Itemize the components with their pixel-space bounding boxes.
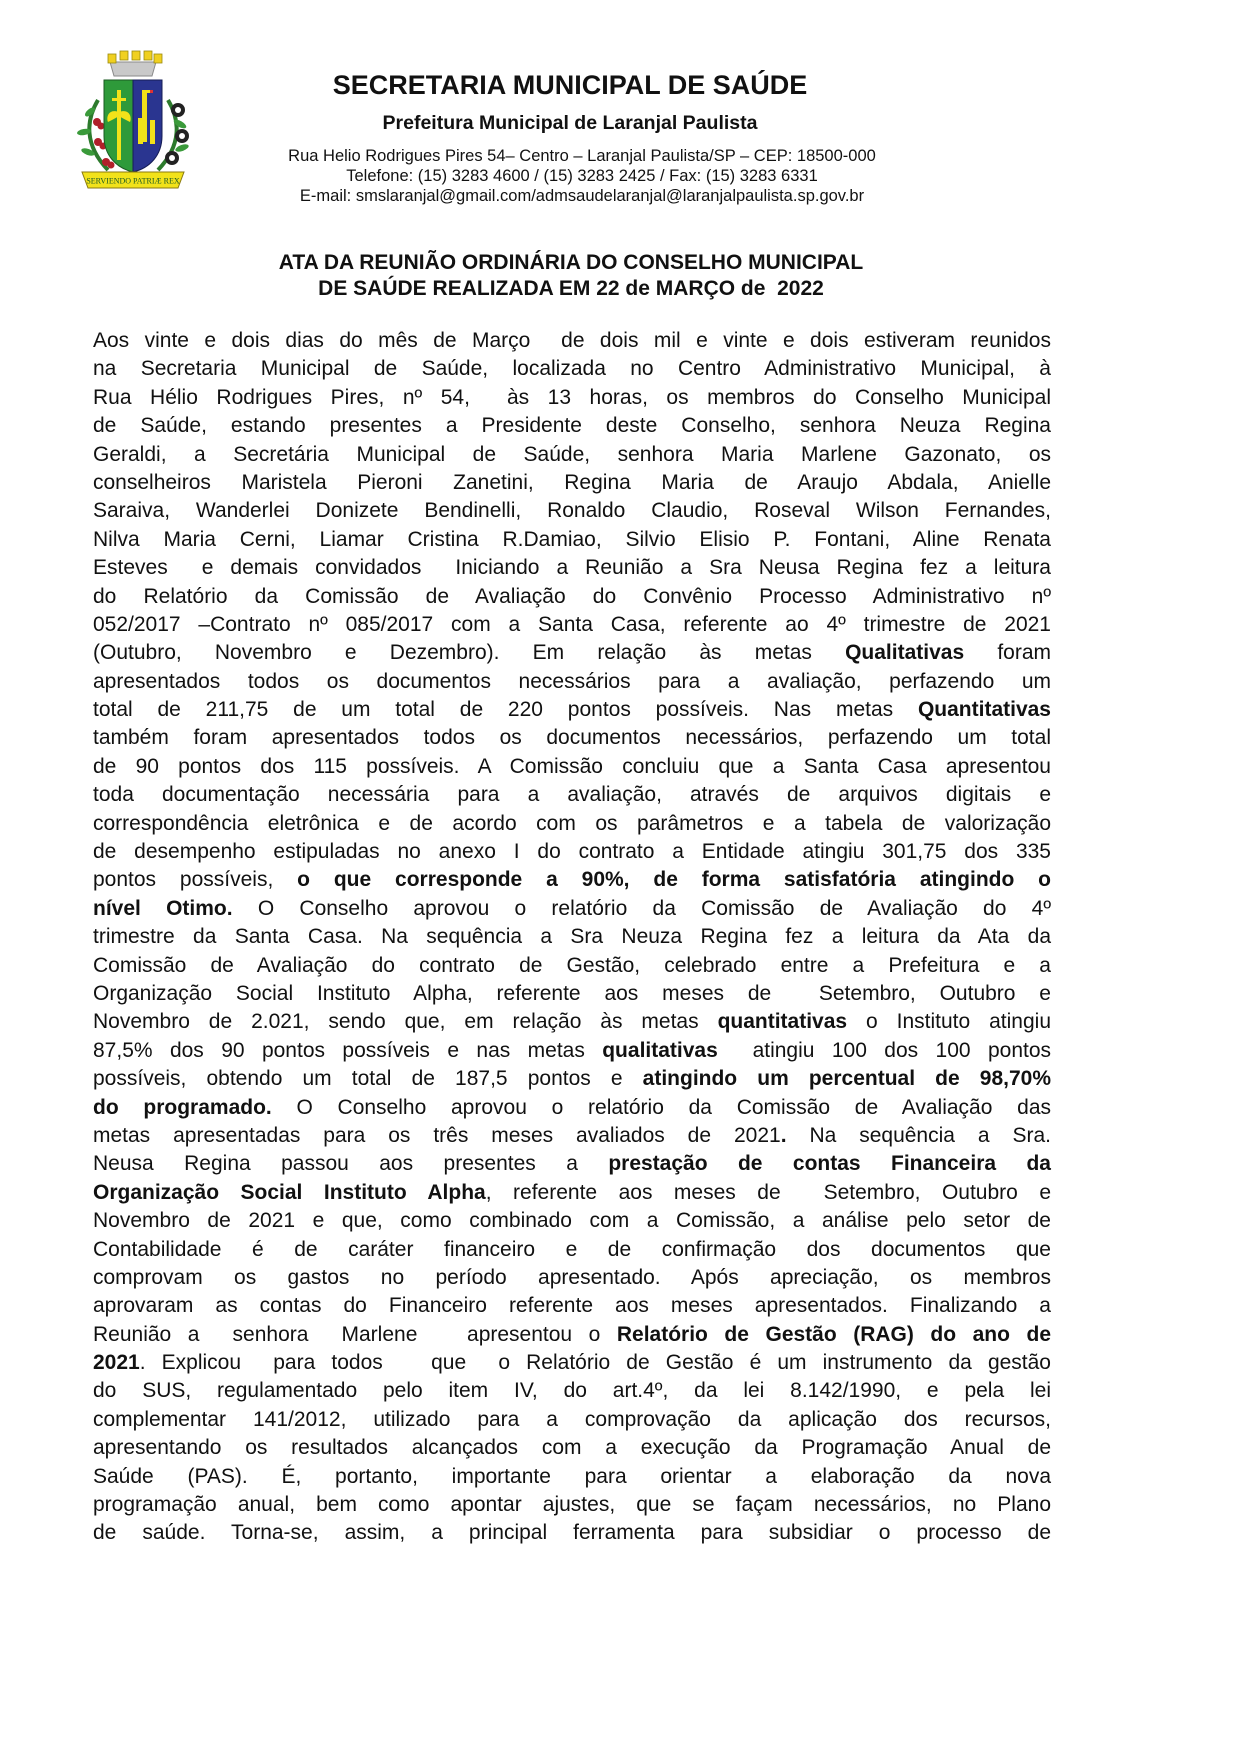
body-line <box>93 810 1051 838</box>
text-run: do Relatório da Comissão de Avaliação do Convênio Processo Administrativo nº <box>93 584 1051 608</box>
text-run: Organização Social Instituto Alpha, referente aos meses de Setembro, Outubro e <box>93 981 1051 1005</box>
text-run: Na sequência a Sra. <box>786 1123 1051 1147</box>
text-run: Novembro de 2021 e que, como combinado com a Comissão, a análise pelo setor de <box>93 1209 1051 1233</box>
body-line <box>93 724 1051 752</box>
text-run: do SUS, regulamentado pelo item IV, do art.4º, da lei 8.142/1990, e pela lei <box>93 1379 1051 1403</box>
bold-text: 2021 <box>93 1351 140 1375</box>
body-line <box>93 469 1051 497</box>
text-run: Contabilidade é de caráter financeiro e de confirmação dos documentos que <box>93 1237 1051 1261</box>
body-line <box>93 1094 1051 1122</box>
text-run: Saraiva, Wanderlei Donizete Bendinelli, Ronaldo Claudio, Roseval Wilson Fernandes, <box>93 499 1051 523</box>
body-line <box>93 497 1051 525</box>
body-line <box>93 1008 1051 1036</box>
text-run: Comissão de Avaliação do contrato de Gestão, celebrado entre a Prefeitura e a <box>93 953 1051 977</box>
text-run: aprovaram as contas do Financeiro referente aos meses apresentados. Finalizando a <box>93 1294 1051 1318</box>
text-run: o Instituto atingiu <box>847 1010 1052 1034</box>
text-run: 87,5% dos 90 pontos possíveis e nas metas <box>93 1038 603 1062</box>
body-line <box>93 866 1051 894</box>
body-line <box>93 639 1051 667</box>
text-run: de desempenho estipuladas no anexo I do contrato a Entidade atingiu 301,75 dos 335 <box>93 840 1051 864</box>
text-run: na Secretaria Municipal de Saúde, localizada no Centro Administrativo Municipal, à <box>93 357 1051 381</box>
text-run: programação anual, bem como apontar ajustes, que se façam necessários, no Plano <box>93 1493 1051 1517</box>
municipal-coat-of-arms <box>68 40 198 190</box>
body-line <box>93 1150 1051 1178</box>
text-run: Novembro de 2.021, sendo que, em relação às metas <box>93 1010 718 1034</box>
body-line <box>93 583 1051 611</box>
text-run: metas apresentadas para os três meses avaliados de 2021 <box>93 1123 781 1147</box>
document-title <box>90 250 1052 302</box>
text-run: de saúde. Torna-se, assim, a principal ferramenta para subsidiar o processo de <box>93 1521 1051 1545</box>
body-line <box>93 1037 1051 1065</box>
body-line <box>93 1463 1051 1491</box>
document-title-line-1: ATA DA REUNIÃO ORDINÁRIA DO CONSELHO MUNICIPAL <box>278 251 864 274</box>
body-line <box>93 980 1051 1008</box>
body-line <box>93 384 1051 412</box>
bold-text: prestação de contas Financeira da <box>608 1152 1051 1176</box>
body-line <box>93 1292 1051 1320</box>
body-line <box>93 1434 1051 1462</box>
body-line <box>93 1179 1051 1207</box>
text-run: Neusa Regina passou aos presentes a <box>93 1152 609 1176</box>
text-run: apresentados todos os documentos necessários para a avaliação, perfazendo um <box>93 669 1051 693</box>
body-line <box>93 838 1051 866</box>
text-run: Nilva Maria Cerni, Liamar Cristina R.Damiao, Silvio Elisio P. Fontani, Aline Renata <box>93 527 1051 551</box>
body-line <box>93 611 1051 639</box>
bold-text: Quantitativas <box>917 698 1051 722</box>
crest-motto: SERVIENDO PATRIÆ REX <box>86 176 180 186</box>
text-run: complementar 141/2012, utilizado para a comprovação da aplicação dos recursos, <box>93 1407 1051 1431</box>
text-run: O Conselho aprovou o relatório da Comissão de Avaliação das <box>271 1095 1051 1119</box>
phone-line: Telefone: (15) 3283 4600 / (15) 3283 2425 / Fax: (15) 3283 6331 <box>346 167 818 185</box>
body-line <box>93 554 1051 582</box>
text-run: . Explicou para todos que o Relatório de Gestão é um instrumento da gestão <box>139 1351 1051 1375</box>
cotton-branch-icon <box>158 100 190 170</box>
text-run: Reunião a senhora Marlene apresentou o <box>93 1322 617 1346</box>
bold-text: Qualitativas <box>845 641 965 665</box>
coat-of-arms-icon <box>68 40 198 190</box>
text-run: de 90 pontos dos 115 possíveis. A Comissão concluiu que a Santa Casa apresentou <box>93 754 1051 778</box>
document-title-line-2: DE SAÚDE REALIZADA EM 22 de MARÇO de 2022 <box>318 277 824 300</box>
text-run: total de 211,75 de um total de 220 pontos possíveis. Nas metas <box>93 698 918 722</box>
text-run: O Conselho aprovou o relatório da Comissão de Avaliação do 4º <box>232 896 1051 920</box>
body-line <box>93 1207 1051 1235</box>
body-line <box>93 1491 1051 1519</box>
text-run: 052/2017 –Contrato nº 085/2017 com a Santa Casa, referente ao 4º trimestre de 2021 <box>93 612 1051 636</box>
text-run: Aos vinte e dois dias do mês de Março de dois mil e vinte e dois estiveram reunidos <box>93 329 1051 352</box>
text-run: Geraldi, a Secretária Municipal de Saúde, senhora Maria Marlene Gazonato, os <box>93 442 1051 466</box>
motto-ribbon <box>82 172 184 188</box>
body-line <box>93 412 1051 440</box>
body-line <box>93 1406 1051 1434</box>
text-run: (Outubro, Novembro e Dezembro). Em relação às metas <box>93 641 846 665</box>
body-line <box>93 1264 1051 1292</box>
text-run: também foram apresentados todos os documentos necessários, perfazendo um total <box>93 726 1051 750</box>
body-line <box>93 526 1051 554</box>
text-run: pontos possíveis, <box>93 868 298 892</box>
body-line <box>93 696 1051 724</box>
prefecture-subtitle: Prefeitura Municipal de Laranjal Paulista <box>382 112 758 134</box>
text-run: Saúde (PAS). É, portanto, importante para orientar a elaboração da nova <box>93 1464 1051 1488</box>
body-line <box>93 1065 1051 1093</box>
email-line: E-mail: smslaranjal@gmail.com/admsaudelaranjal@laranjalpaulista.sp.gov.br <box>299 187 865 205</box>
text-run: comprovam os gastos no período apresentado. Após apreciação, os membros <box>93 1265 1051 1289</box>
text-run: Esteves e demais convidados Iniciando a Reunião a Sra Neusa Regina fez a leitura <box>93 556 1051 580</box>
bold-text: atingindo um percentual de 98,70% <box>642 1067 1051 1091</box>
bold-text: o que corresponde a 90%, de forma satisfatória atingindo o <box>297 868 1052 892</box>
text-run: trimestre da Santa Casa. Na sequência a Sra Neuza Regina fez a leitura da Ata da <box>93 925 1051 949</box>
bold-text: do programado. <box>93 1095 272 1119</box>
agency-title: SECRETARIA MUNICIPAL DE SAÚDE <box>332 70 808 100</box>
bold-text: qualitativas <box>602 1038 718 1062</box>
body-line <box>93 441 1051 469</box>
address-line: Rua Helio Rodrigues Pires 54– Centro – Laranjal Paulista/SP – CEP: 18500-000 <box>288 147 876 165</box>
body-line <box>93 923 1051 951</box>
body-line <box>93 781 1051 809</box>
bold-text: quantitativas <box>717 1010 848 1034</box>
minutes-body <box>93 327 1051 1548</box>
body-line <box>93 1519 1051 1547</box>
body-line <box>93 1377 1051 1405</box>
text-run: possíveis, obtendo um total de 187,5 pontos e <box>93 1067 643 1091</box>
shield-icon <box>104 80 162 172</box>
body-line <box>93 355 1051 383</box>
crown-icon <box>108 51 162 76</box>
bold-text: Relatório de Gestão (RAG) do ano de <box>616 1322 1051 1346</box>
text-run: , referente aos meses de Setembro, Outubro e <box>485 1180 1051 1204</box>
body-line <box>93 1349 1051 1377</box>
text-run: atingiu 100 dos 100 pontos <box>717 1038 1052 1062</box>
text-run: toda documentação necessária para a avaliação, através de arquivos digitais e <box>93 783 1051 807</box>
body-line <box>93 753 1051 781</box>
body-line <box>93 895 1051 923</box>
text-run: de Saúde, estando presentes a Presidente deste Conselho, senhora Neuza Regina <box>93 414 1051 438</box>
text-run: Rua Hélio Rodrigues Pires, nº 54, às 13 horas, os membros do Conselho Municipal <box>93 385 1051 409</box>
bold-text: nível Otimo. <box>93 896 233 920</box>
body-line <box>93 1122 1051 1150</box>
bold-text: . <box>780 1123 787 1147</box>
body-line <box>93 1321 1051 1349</box>
body-line <box>93 952 1051 980</box>
body-line <box>93 668 1051 696</box>
bold-text: Organização Social Instituto Alpha <box>93 1180 486 1204</box>
text-run: conselheiros Maristela Pieroni Zanetini, Regina Maria de Araujo Abdala, Anielle <box>93 470 1051 494</box>
text-run: apresentando os resultados alcançados com a execução da Programação Anual de <box>93 1436 1051 1460</box>
body-line <box>93 327 1051 355</box>
body-line <box>93 1236 1051 1264</box>
text-run: correspondência eletrônica e de acordo com os parâmetros e a tabela de valorização <box>93 811 1051 835</box>
text-run: foram <box>964 641 1051 665</box>
